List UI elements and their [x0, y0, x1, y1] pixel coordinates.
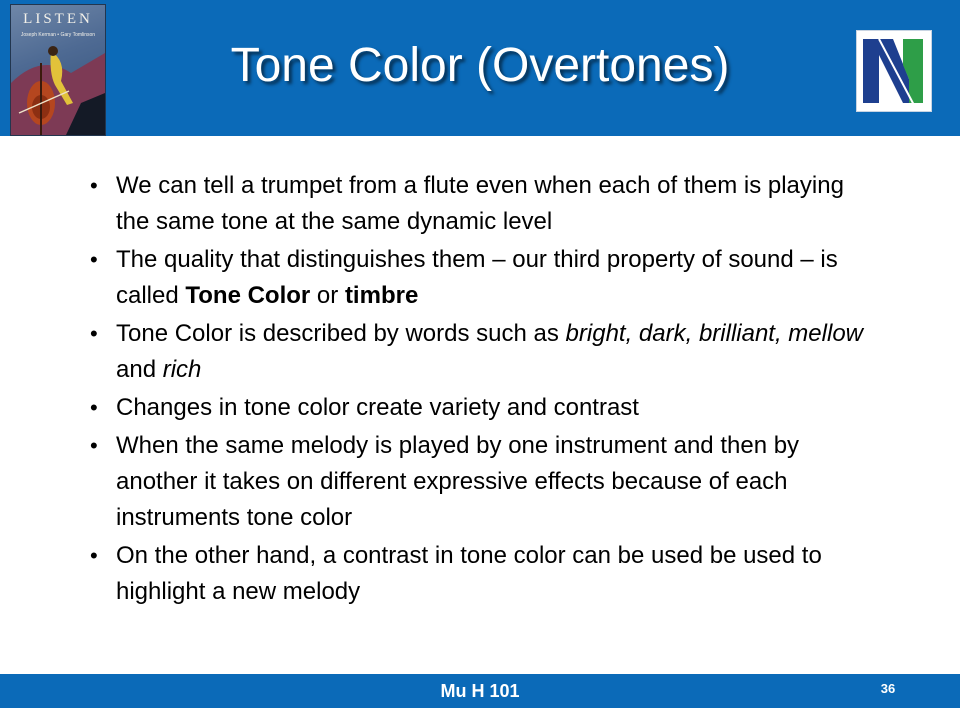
- slide-title: Tone Color (Overtones): [230, 39, 730, 92]
- bullet-item: [90, 242, 880, 314]
- book-cover-authors: Joseph Kerman • Gary Tomlinson: [20, 32, 96, 38]
- bullet-list: [90, 168, 880, 610]
- bullet-text-segment: and: [116, 356, 163, 383]
- bullet-text-segment: Tone Color is described by words such as: [116, 320, 566, 347]
- bullet-text-segment: On the other hand, a contrast in tone color can be used be used to highlight a new melody: [116, 542, 822, 605]
- bullet-item: [90, 538, 880, 610]
- header-bar: [0, 0, 960, 136]
- footer-bar: [0, 674, 960, 708]
- bullet-text-segment: We can tell a trumpet from a flute even when each of them is playing the same tone at the same dynamic level: [116, 172, 844, 235]
- book-cover-image: [10, 4, 106, 136]
- bullet-text-segment: rich: [162, 356, 202, 383]
- bullet-item: [90, 390, 880, 426]
- bullet-text-segment: Changes in tone color create variety and contrast: [116, 394, 639, 421]
- bullet-item: [90, 168, 880, 240]
- n-logo-icon: [857, 31, 931, 111]
- bullet-text-segment: Tone Color: [185, 282, 311, 309]
- bullet-text-segment: When the same melody is played by one instrument and then by another it takes on different expressive effects because of each instruments tone color: [116, 432, 800, 531]
- bullet-text-segment: bright, dark, brilliant, mellow: [565, 320, 863, 347]
- bullet-item: [90, 428, 880, 536]
- book-cover-title: LISTEN: [23, 11, 93, 27]
- bullet-text-segment: The quality that distinguishes them – our third property of sound – is called: [116, 246, 838, 309]
- cellist-illustration: [11, 43, 105, 135]
- slide-content: [90, 168, 880, 612]
- university-logo: [856, 30, 932, 112]
- page-number: 36: [880, 681, 896, 696]
- bullet-text-segment: timbre: [344, 282, 419, 309]
- bullet-text-segment: or: [310, 282, 345, 309]
- course-label: Mu H 101: [440, 681, 520, 701]
- bullet-item: [90, 316, 880, 388]
